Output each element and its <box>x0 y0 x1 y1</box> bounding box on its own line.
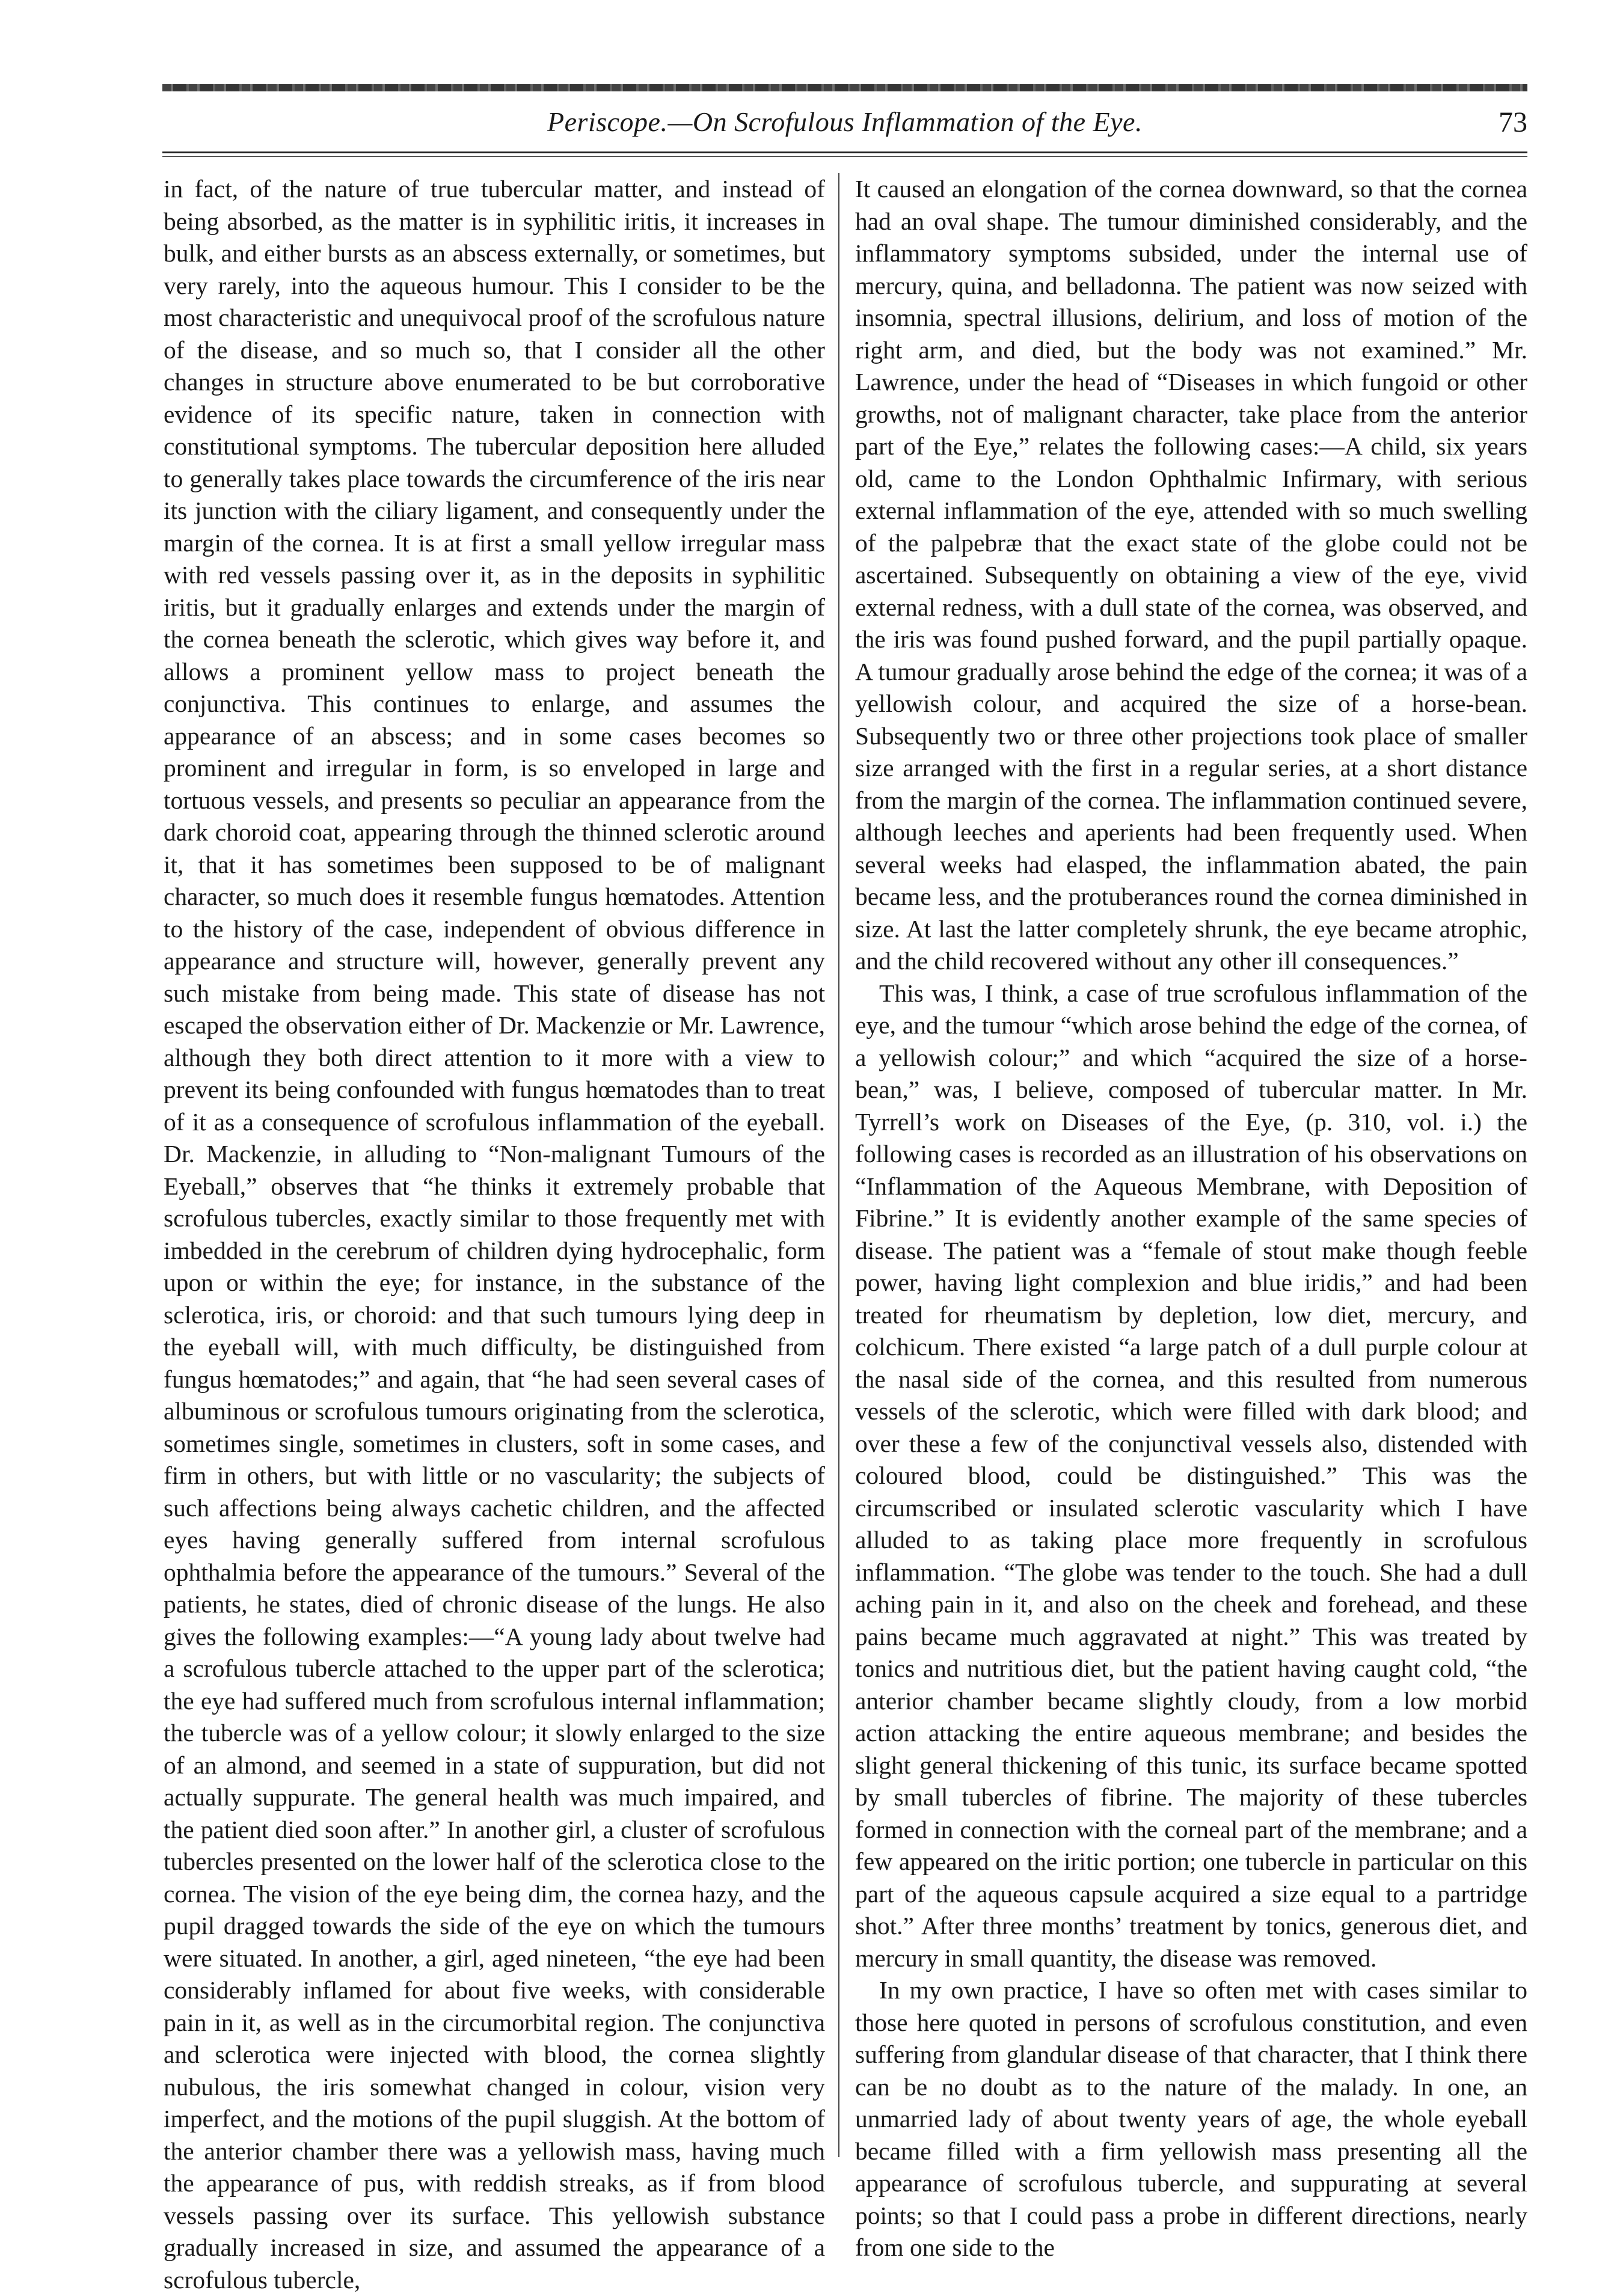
top-decorative-rule <box>162 84 1527 91</box>
paragraph: in fact, of the nature of true tubercular matter, and instead of being absorbed, as the matter is in syphilitic iritis, it increases in bulk, and either bursts as an abscess externally, or sometimes, but very rarely, into the aqueous humour. This I consider to be the most characteristic and unequivocal proof of the scrofulous nature of the disease, and so much so, that I consider all the other changes in structure above enumerated to be but corroborative evidence of its specific nature, taken in connection with constitutional symptoms. The tubercular deposition here alluded to generally takes place towards the circumference of the iris near its junction with the ciliary ligament, and consequently under the margin of the cornea. It is at first a small yellow irregular mass with red vessels passing over it, as in the deposits in syphilitic iritis, but it gradually enlarges and extends under the margin of the cornea beneath the sclerotic, which gives way before it, and allows a prominent yellow mass to project beneath the conjunctiva. This continues to enlarge, and assumes the appearance of an abscess; and in some cases becomes so prominent and irregular in form, is so enveloped in large and tortuous vessels, and presents so peculiar an appearance from the dark choroid coat, appearing through the thinned sclerotic around it, that it has sometimes been supposed to be of malignant character, so much does it resemble fungus hœmatodes. Attention to the history of the case, independent of obvious difference in appearance and structure will, however, generally prevent any such mistake from being made. This state of disease has not escaped the observation either of Dr. Mackenzie or Mr. Lawrence, although they both direct attention to it more with a view to prevent its being confounded with fungus hœmatodes than to treat of it as a consequence of scrofulous inflammation of the eyeball. Dr. Mackenzie, in alluding to “Non-malignant Tumours of the Eyeball,” observes that “he thinks it extremely probable that scrofulous tubercles, exactly similar to those frequently met with imbedded in the cerebrum of children dying hydrocephalic, form upon or within the eye; for instance, in the substance of the sclerotica, iris, or choroid: and that such tumours lying deep in the eyeball will, with much difficulty, be distinguished from fungus hœmatodes;” and again, that “he had seen several cases of albuminous or scrofulous tumours originating from the sclerotica, sometimes single, sometimes in clusters, soft in some cases, and firm in others, but with little or no vascularity; the subjects of such affections being always cachetic children, and the affected eyes having generally suffered from internal scrofulous ophthalmia before the appearance of the tumours.” Several of the patients, he states, died of chronic disease of the lungs. He also gives the following examples:—“A young lady about twelve had a scrofulous tubercle attached to the upper part of the sclerotica; the eye had suffered much from scrofulous internal inflammation; the tubercle was of a yellow colour; it slowly enlarged to the size of an almond, and seemed in a state of suppuration, but did not actually suppurate. The general health was much impaired, and the patient died soon after.” In another girl, a cluster of scrofulous tubercles presented on the lower half of the sclerotica close to the cornea. The vision of the eye being dim, the cornea hazy, and the pupil dragged towards the side of the eye on which the tumours were situated. In another, a girl, aged nineteen, “the eye had been considerably inflamed for about five weeks, with considerable pain in it, as well as in the circumorbital region. The conjunctiva and sclerotica were injected with blood, the cornea slightly nubulous, the iris somewhat changed in colour, vision very imperfect, and the motions of the pupil sluggish. At the bottom of the anterior chamber there was a yellowish mass, having much the appearance of pus, with reddish streaks, as if from blood vessels passing over its surface. This yellowish substance gradually increased in size, and assumed the appearance of a scrofulous tubercle, <box>164 175 825 2294</box>
text-columns <box>164 173 1527 2294</box>
paragraph: This was, I think, a case of true scrofulous inflammation of the eye, and the tumour “which arose behind the edge of the cornea, of a yellowish colour;” and which “acquired the size of a horse-bean,” was, I believe, composed of tubercular matter. In Mr. Tyrrell’s work on Diseases of the Eye, (p. 310, vol. i.) the following cases is recorded as an illustration of his observations on “Inflammation of the Aqueous Membrane, with Deposition of Fibrine.” It is evidently another example of the same species of disease. The patient was a “female of stout make though feeble power, having light complexion and blue iridis,” and had been treated for rheumatism by depletion, low diet, mercury, and colchicum. There existed “a large patch of a dull purple colour at the nasal side of the cornea, and this resulted from numerous vessels of the sclerotic, which were filled with dark blood; and over these a few of the conjunctival vessels also, distended with coloured blood, could be distinguished.” This was the circumscribed or insulated sclerotic vascularity which I have alluded to as taking place more frequently in scrofulous inflammation. “The globe was tender to the touch. She had a dull aching pain in it, and also on the cheek and forehead, and these pains became much aggravated at night.” This was treated by tonics and nutritious diet, but the patient having caught cold, “the anterior chamber became slightly cloudy, from a low morbid action attacking the entire aqueous membrane; and besides the slight general thickening of this tunic, its surface became spotted by small tubercles of fibrine. The majority of these tubercles formed in connection with the corneal part of the membrane; and a few appeared on the iritic portion; one tubercle in particular on this part of the aqueous capsule acquired a size equal to a partridge shot.” After three months’ treatment by tonics, generous diet, and mercury in small quantity, the disease was removed. <box>855 979 1527 1972</box>
right-column <box>855 173 1527 2261</box>
column-divider <box>838 173 839 2157</box>
running-head: Periscope.—On Scrofulous Inflammation of the Eye. <box>547 106 1143 137</box>
header-rule <box>162 152 1527 153</box>
left-column <box>164 173 825 2294</box>
page-header <box>162 101 1527 149</box>
paragraph: In my own practice, I have so often met with cases similar to those here quoted in persons of scrofulous constitution, and even suffering from glandular disease of that character, that I think there can be no doubt as to the nature of the malady. In one, an unmarried lady of about twenty years of age, the whole eyeball became filled with a firm yellowish mass presenting all the appearance of scrofulous tubercle, and suppurating at several points; so that I could pass a probe in different directions, nearly from one side to the <box>855 1976 1527 2261</box>
header-rule-thin <box>162 156 1527 157</box>
paragraph: It caused an elongation of the cornea downward, so that the cornea had an oval shape. The tumour diminished considerably, and the inflammatory symptoms subsided, under the internal use of mercury, quina, and belladonna. The patient was now seized with insomnia, spectral illusions, delirium, and loss of motion of the right arm, and died, but the body was not examined.” Mr. Lawrence, under the head of “Diseases in which fungoid or other growths, not of malignant character, take place from the anterior part of the Eye,” relates the following cases:—A child, six years old, came to the London Ophthalmic Infirmary, with serious external inflammation of the eye, attended with so much swelling of the palpebræ that the exact state of the globe could not be ascertained. Subsequently on obtaining a view of the eye, vivid external redness, with a dull state of the cornea, was observed, and the iris was found pushed forward, and the pupil partially opaque. A tumour gradually arose behind the edge of the cornea; it was of a yellowish colour, and acquired the size of a horse-bean. Subsequently two or three other projections took place of smaller size arranged with the first in a regular series, at a short distance from the margin of the cornea. The inflammation continued severe, although leeches and aperients had been frequently used. When several weeks had elasped, the inflammation abated, the pain became less, and the protuberances round the cornea diminished in size. At last the latter completely shrunk, the eye became atrophic, and the child recovered without any other ill consequences.” <box>855 175 1527 975</box>
page-number: 73 <box>1499 106 1527 138</box>
